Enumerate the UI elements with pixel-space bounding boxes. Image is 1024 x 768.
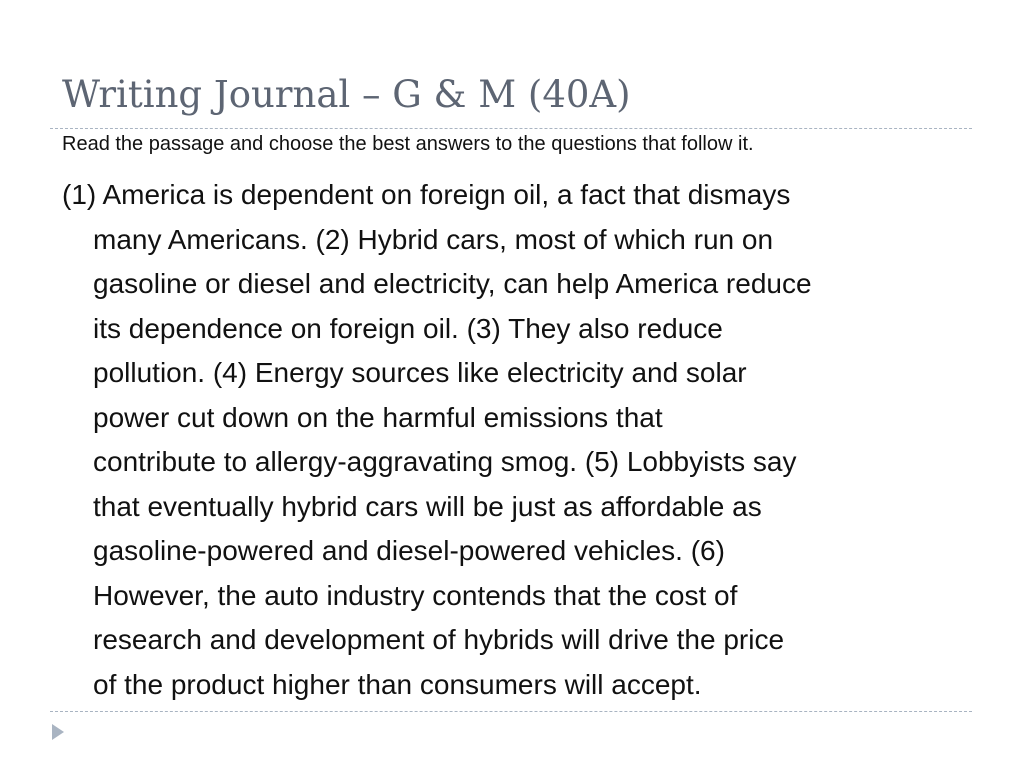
passage-line: gasoline-powered and diesel-powered vehicles. (6) bbox=[93, 535, 725, 566]
passage-line: of the product higher than consumers will accept. bbox=[93, 668, 702, 700]
passage-line: gasoline or diesel and electricity, can help America reduce bbox=[93, 268, 812, 299]
passage-line: many Americans. (2) Hybrid cars, most of which run on bbox=[93, 223, 774, 255]
passage bbox=[62, 173, 962, 707]
passage-line: pollution. (4) Energy sources like electricity and solar bbox=[93, 357, 747, 388]
passage-line: research and development of hybrids will drive the price bbox=[93, 624, 785, 655]
passage-line: However, the auto industry contends that the cost of bbox=[93, 579, 738, 611]
instruction-text: Read the passage and choose the best answers to the questions that follow it. bbox=[62, 133, 754, 155]
passage-line: contribute to allergy-aggravating smog. (5) Lobbyists say bbox=[93, 446, 797, 477]
slide-title: Writing Journal – G & M (40A) bbox=[62, 73, 631, 116]
passage-line: that eventually hybrid cars will be just as affordable as bbox=[93, 490, 762, 522]
passage-line: power cut down on the harmful emissions that bbox=[93, 401, 663, 433]
passage-line: (1) America is dependent on foreign oil, a fact that dismays bbox=[62, 179, 791, 210]
play-triangle-icon[interactable] bbox=[50, 722, 66, 742]
title-divider bbox=[50, 128, 972, 129]
passage-line: its dependence on foreign oil. (3) They also reduce bbox=[93, 312, 723, 344]
footer-divider bbox=[50, 711, 972, 712]
